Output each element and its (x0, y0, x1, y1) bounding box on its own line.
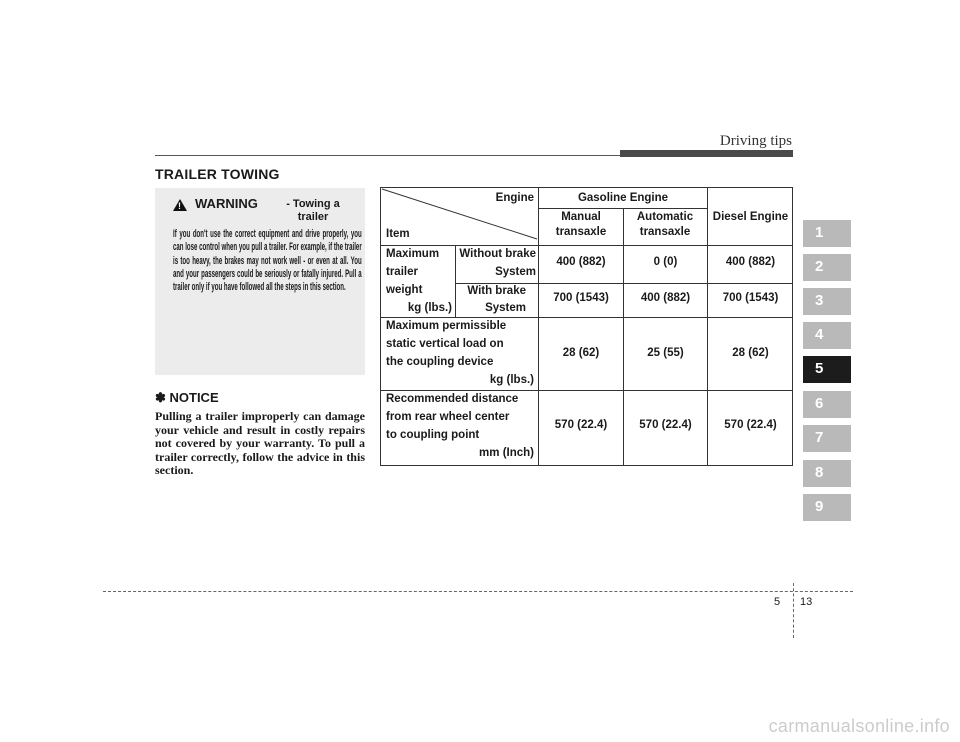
max-weight-line1: Maximum (386, 248, 440, 260)
with-brake-automatic: 400 (882) (640, 292, 691, 304)
max-weight-line2: trailer (386, 266, 418, 278)
max-weight-line3: weight (386, 284, 423, 296)
header-engine: Engine (495, 192, 534, 204)
distance-unit: mm (Inch) (479, 447, 534, 459)
chapter-tab-9[interactable]: 9 (803, 494, 851, 521)
max-weight-unit: kg (lbs.) (407, 302, 452, 314)
without-brake-diesel: 400 (882) (725, 256, 776, 268)
header-gasoline: Gasoline Engine (577, 192, 669, 204)
distance-line2: from rear wheel center (386, 411, 510, 423)
without-brake-manual: 400 (882) (556, 256, 606, 268)
header-bar (620, 150, 793, 157)
static-load-diesel: 28 (62) (732, 347, 769, 359)
notice-text: Pulling a trailer improperly can damage your vehicle and result in costly repairs not covered by your warranty. To pull a trailer correctly, follow the advice in this section. (155, 409, 365, 477)
footer-rule (103, 591, 853, 592)
distance-line3: to coupling point (386, 429, 480, 441)
static-load-line2: static vertical load on (386, 338, 504, 350)
header-item: Item (386, 228, 410, 240)
chapter-tab-6[interactable]: 6 (803, 391, 851, 418)
warning-text: If you don't use the correct equipment and drive properly, you can lose control when you pull a trailer. For example, if the trailer is too heavy, the brakes may not work well - or even at all. You and your passengers could be seriously or fatally injured. Pull a trailer only if you have followed all the steps in this section. (173, 228, 362, 294)
chapter-tab-4[interactable]: 4 (803, 322, 851, 349)
chapter-tab-5[interactable]: 5 (803, 356, 851, 383)
watermark: carmanualsonline.info (768, 716, 950, 736)
towing-spec-table (380, 187, 793, 466)
footer-divider (793, 583, 794, 638)
distance-line1: Recommended distance (386, 393, 519, 405)
header-rule (155, 155, 620, 156)
with-brake-diesel: 700 (1543) (722, 292, 779, 304)
chapter-tab-2[interactable]: 2 (803, 254, 851, 281)
page-chapter-number: 5 (774, 596, 781, 608)
chapter-tab-8[interactable]: 8 (803, 460, 851, 487)
warning-text-container (155, 188, 365, 375)
header-diesel: Diesel Engine (712, 211, 789, 223)
distance-manual: 570 (22.4) (554, 419, 608, 431)
page-number: 13 (800, 596, 813, 608)
warning-label: WARNING (195, 196, 258, 211)
with-brake-manual: 700 (1543) (553, 292, 609, 304)
header-manual: Manual transaxle (555, 211, 607, 238)
without-brake-label: Without brake System (459, 248, 536, 278)
static-load-line3: the coupling device (386, 356, 494, 368)
distance-automatic: 570 (22.4) (639, 419, 692, 431)
section-title: TRAILER TOWING (155, 166, 280, 182)
with-brake-label: With brake System (467, 285, 526, 314)
notice-title: ✽ NOTICE (155, 390, 219, 405)
static-load-unit: kg (lbs.) (489, 374, 534, 386)
chapter-tab-7[interactable]: 7 (803, 425, 851, 452)
distance-diesel: 570 (22.4) (724, 419, 777, 431)
static-load-line1: Maximum permissible (386, 320, 507, 332)
without-brake-automatic: 0 (0) (653, 256, 678, 268)
header-automatic: Automatic transaxle (636, 211, 694, 238)
header-title: Driving tips (719, 133, 792, 149)
static-load-manual: 28 (62) (562, 347, 600, 359)
warning-triangle-icon: ! (173, 199, 187, 211)
warning-subtitle: - Towing a trailer (286, 198, 340, 223)
chapter-tab-1[interactable]: 1 (803, 220, 851, 247)
static-load-automatic: 25 (55) (647, 347, 684, 359)
chapter-tab-3[interactable]: 3 (803, 288, 851, 315)
